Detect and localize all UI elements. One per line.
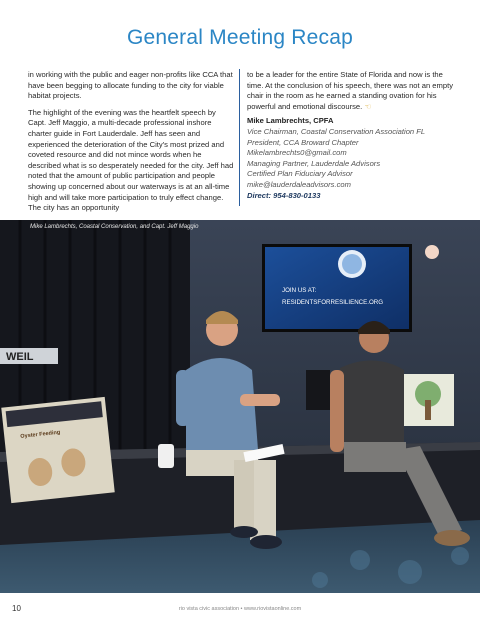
signature-title-4: Certified Plan Fiduciary Advisor xyxy=(247,169,353,179)
left-column xyxy=(28,70,234,220)
page-number: 10 xyxy=(12,604,21,613)
poster-title: Oyster Feeding xyxy=(20,429,61,440)
right-paragraph-text: to be a leader for the entire State of Florida and now is the time. At the conclusion of his speech, there was not an empty chair in the room as he earned a standing ovation for his powerful and emotional discourse. xyxy=(247,70,453,111)
signature-email-2[interactable]: mike@lauderdaleadvisors.com xyxy=(247,179,351,189)
right-paragraph-1 xyxy=(247,70,459,112)
right-column xyxy=(247,70,459,201)
footer-text: rio vista civic association • www.riovistaonline.com xyxy=(178,606,302,612)
signature-phone: Direct: 954-830-0133 xyxy=(247,190,321,200)
signature-email-1[interactable]: Mikelambrechts0@gmail.com xyxy=(247,148,347,158)
left-paragraph-1: in working with the public and eager non-profits like CCA that have been begging to allocate funding to the city for viable habitat projects. xyxy=(28,70,233,101)
page-footer xyxy=(0,604,480,618)
chair xyxy=(306,370,330,410)
meeting-photo-illustration xyxy=(0,220,480,593)
signature-title-1: Vice Chairman, Coastal Conservation Association FL xyxy=(247,126,426,136)
page-title: General Meeting Recap xyxy=(127,26,353,49)
pointing-hand-icon: ☜ xyxy=(364,101,372,111)
left-paragraph-2: The highlight of the evening was the heartfelt speech by Capt. Jeff Maggio, a multi-decade professional inshore charter guide in Fort Lauderdale. Jeff has seen and experienced the deterioration of the City's most prized and coveted resource and did not mince words when he described what is so desperately needed for the city. Jeff had noted that the amount of public participation and people showing up concerned about our waterways is at an all-time high and will take more participation to truly effect change. The city has an opportunity xyxy=(28,107,234,213)
signature-title-2: President, CCA Broward Chapter xyxy=(247,137,359,147)
banner-text: WEIL xyxy=(6,351,34,363)
column-divider xyxy=(239,69,240,206)
screen-line-2: RESIDENTSFORRESILIENCE.ORG xyxy=(282,299,384,306)
signature-title-3: Managing Partner, Lauderdale Advisors xyxy=(247,158,381,168)
ceiling-light xyxy=(425,245,439,259)
meeting-photo xyxy=(0,220,480,593)
photo-caption: Mike Lambrechts, Coastal Conservation, and Capt. Jeff Maggio xyxy=(30,224,199,230)
signature-name: Mike Lambrechts, CPFA xyxy=(247,116,334,126)
screen-line-1: JOIN US AT: xyxy=(282,287,317,294)
